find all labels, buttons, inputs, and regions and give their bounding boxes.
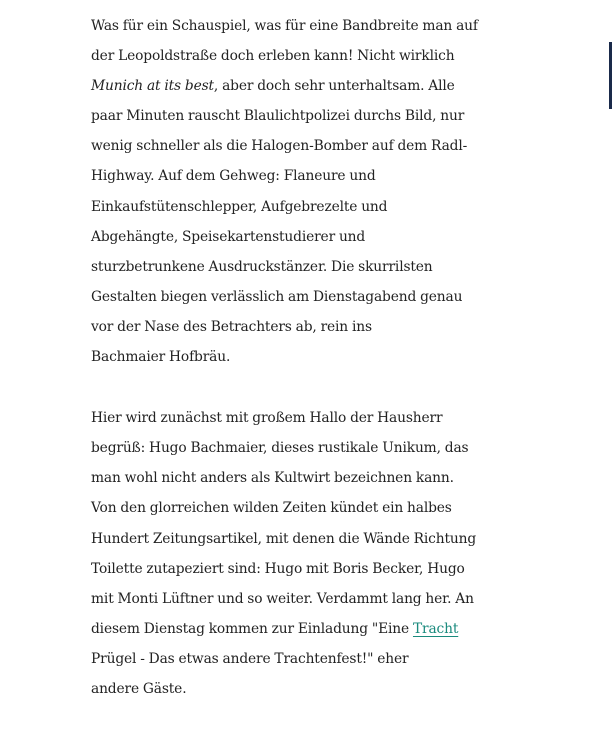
text-line: der Leopoldstraße doch erleben kann! Nicht wirklich <box>91 48 455 65</box>
side-accent-bar <box>609 42 612 109</box>
paragraph-2 <box>91 403 593 704</box>
text-line: vor der Nase des Betrachters ab, rein ins <box>91 318 372 335</box>
text-line: Abgehängte, Speisekartenstudierer und <box>91 228 366 245</box>
text-line: Hier wird zunächst mit großem Hallo der Hausherr <box>91 410 443 427</box>
text-line: Von den glorreichen wilden Zeiten kündet ein halbes <box>91 500 452 517</box>
text-fragment: , aber doch sehr unterhaltsam. Alle <box>213 78 455 95</box>
text-line: andere Gäste. <box>91 680 187 697</box>
text-fragment: diesem Dienstag kommen zur Einladung "Eine <box>91 620 413 637</box>
paragraph-1 <box>91 11 593 372</box>
text-line: Prügel - Das etwas andere Trachtenfest!" eher <box>91 650 409 667</box>
text-line: Hundert Zeitungsartikel, mit denen die Wände Richtung <box>91 530 477 547</box>
text-line: Was für ein Schauspiel, was für eine Bandbreite man auf <box>91 18 478 34</box>
text-line: sturzbetrunkene Ausdruckstänzer. Die skurrilsten <box>91 258 433 275</box>
side-rail <box>604 0 614 711</box>
tracht-link[interactable]: Tracht <box>412 620 459 637</box>
article-body <box>91 11 593 735</box>
text-line: Toilette zutapeziert sind: Hugo mit Boris Becker, Hugo <box>91 560 465 577</box>
text-line: begrüß: Hugo Bachmaier, dieses rustikale Unikum, das <box>91 440 469 457</box>
text-line: Highway. Auf dem Gehweg: Flaneure und <box>91 168 376 185</box>
text-line: mit Monti Lüftner und so weiter. Verdammt lang her. An <box>91 590 474 607</box>
italic-phrase: Munich at its best <box>91 78 214 95</box>
text-line <box>91 71 593 101</box>
text-line: Einkaufstütenschlepper, Aufgebrezelte und <box>91 198 388 215</box>
text-line: wenig schneller als die Halogen-Bomber auf dem Radl- <box>91 138 468 155</box>
text-line: Gestalten biegen verlässlich am Dienstagabend genau <box>91 288 463 305</box>
text-line: man wohl nicht anders als Kultwirt bezeichnen kann. <box>91 470 454 487</box>
text-line <box>91 614 593 644</box>
text-line: paar Minuten rauscht Blaulichtpolizei durchs Bild, nur <box>91 108 465 125</box>
text-line: Bachmaier Hofbräu. <box>91 349 231 366</box>
